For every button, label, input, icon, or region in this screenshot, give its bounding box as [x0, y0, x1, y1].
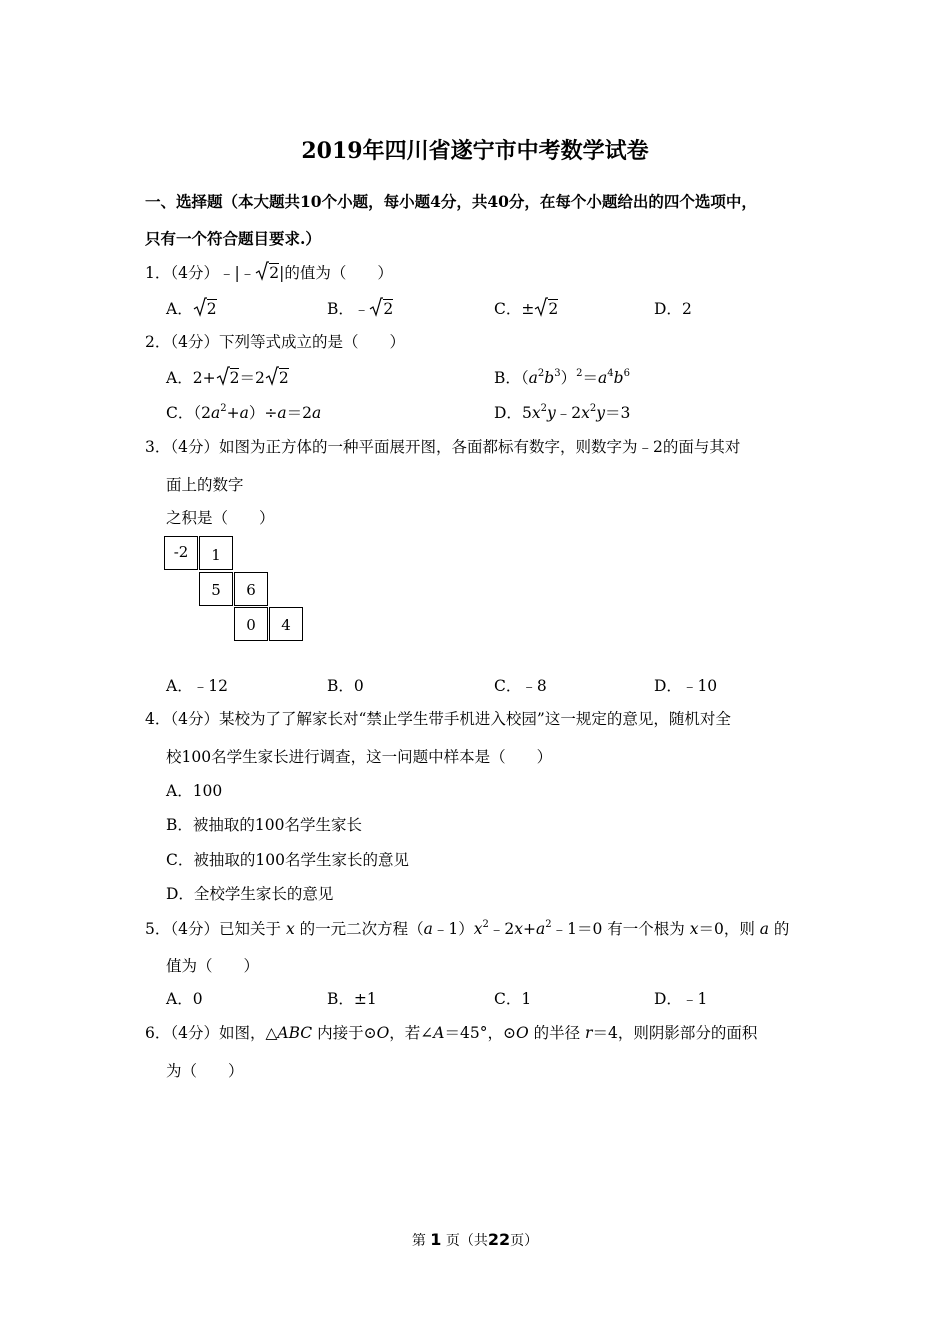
option-text: 0: [192, 990, 203, 1008]
option-label: A．: [166, 300, 193, 318]
radicand: 2: [278, 369, 289, 387]
option-label: B．: [327, 677, 354, 695]
option-a: [166, 674, 228, 696]
radicand: 2: [383, 300, 394, 318]
question-number: 4．: [145, 710, 171, 728]
question-text: |的值为（ ）: [279, 264, 393, 282]
option-label: B．: [327, 300, 354, 318]
option-c: [166, 401, 321, 423]
sign: ﹣: [353, 300, 370, 318]
net-cell: 4: [269, 607, 303, 641]
option-label: C．: [494, 990, 522, 1008]
option-label: A．: [166, 990, 193, 1008]
sqrt-symbol: [534, 297, 548, 321]
radicand: 2: [206, 300, 217, 318]
section-heading-line1: 一、选择题（本大题共10个小题，每小题4分，共40分，在每个小题给出的四个选项中，: [145, 192, 757, 211]
radicand: 2: [229, 369, 240, 387]
net-cell: 0: [234, 607, 268, 641]
question-6: [145, 1021, 757, 1043]
radicand: 2: [269, 264, 280, 282]
sqrt-symbol: [216, 366, 230, 390]
option-d: D．全校学生家长的意见: [166, 885, 334, 903]
option-c: [494, 297, 558, 321]
option-label: C．: [494, 677, 522, 695]
question-text: 如图，△ABC 内接于⊙O，若∠A＝45°，⊙O 的半径 r＝4，则阴影部分的面积: [219, 1024, 758, 1042]
question-text: 某校为了了解家长对“禁止学生带手机进入校园”这一规定的意见，随机对全: [219, 710, 731, 728]
question-3-line3: 之积是（ ）: [166, 509, 275, 527]
option-text: ﹣12: [192, 677, 228, 695]
footer-text: 页）: [510, 1233, 539, 1249]
option-d: [654, 987, 707, 1009]
option-text: 0: [353, 677, 364, 695]
option-text: ﹣1: [681, 990, 708, 1008]
page-number: 1: [430, 1230, 442, 1249]
net-cell: 6: [234, 572, 268, 606]
option-label: B．: [494, 369, 521, 387]
option-text: ±1: [353, 990, 377, 1008]
option-b: [327, 987, 377, 1009]
question-3-line2: 面上的数字: [166, 476, 244, 494]
question-score: （4分）: [170, 1024, 219, 1042]
option-label: B．: [327, 990, 354, 1008]
question-3: [145, 435, 740, 457]
expr: 2+: [192, 369, 216, 387]
question-4-line2: 校100名学生家长进行调查，这一问题中样本是（ ）: [166, 748, 553, 766]
question-number: 2．: [145, 333, 171, 351]
question-score: （4分）: [170, 264, 219, 282]
option-a: [166, 987, 203, 1009]
option-a: [166, 366, 289, 390]
net-cell: 5: [199, 572, 233, 606]
option-label: D．: [494, 404, 522, 422]
section-heading-line2: 只有一个符合题目要求.）: [145, 229, 321, 248]
question-text: 如图为正方体的一种平面展开图，各面都标有数字，则数字为﹣2的面与其对: [219, 438, 741, 456]
net-cell: 1: [199, 536, 233, 570]
question-number: 1．: [145, 264, 171, 282]
expr: ＝2: [239, 369, 265, 387]
option-label: D．: [654, 300, 682, 318]
option-text: ﹣8: [521, 677, 547, 695]
option-d: [654, 674, 717, 696]
formula: $(2a^2+a)\div a=2a$: [193, 402, 322, 422]
option-label: A．: [166, 677, 193, 695]
option-d: [494, 401, 630, 423]
option-label: D．: [654, 990, 682, 1008]
option-text: 2: [681, 300, 692, 318]
option-d: [654, 297, 692, 319]
radicand: 2: [548, 300, 559, 318]
question-text: 下列等式成立的是（ ）: [219, 333, 406, 351]
question-number: 3．: [145, 438, 171, 456]
total-pages: 22: [487, 1230, 511, 1249]
option-label: C．: [494, 300, 522, 318]
option-label: A．: [166, 369, 193, 387]
question-text: 已知关于 x 的一元二次方程$(a﹣1)x^2﹣2x+a^2﹣1=0$ 有一个根为 x＝0，则 a 的: [219, 918, 790, 938]
option-a: [166, 297, 217, 321]
question-number: 6．: [145, 1024, 171, 1042]
option-c: [494, 674, 547, 696]
question-score: （4分）: [170, 710, 219, 728]
option-c: C．被抽取的100名学生家长的意见: [166, 851, 409, 869]
question-text: ﹣|﹣: [219, 264, 256, 282]
question-score: （4分）: [170, 920, 219, 938]
option-label: C．: [166, 404, 194, 422]
option-b: [327, 297, 393, 321]
sqrt-symbol: [265, 366, 279, 390]
option-text: ﹣10: [681, 677, 718, 695]
question-number: 5．: [145, 920, 171, 938]
question-5: [145, 917, 789, 939]
sqrt-symbol: [255, 261, 269, 285]
footer-text: 第: [411, 1233, 426, 1249]
sign: ±: [521, 300, 535, 318]
option-text: 1: [521, 990, 532, 1008]
question-5-line2: 值为（ ）: [166, 957, 260, 975]
question-4: [145, 707, 731, 729]
option-b: [327, 674, 364, 696]
option-c: [494, 987, 531, 1009]
sqrt-symbol: [193, 297, 207, 321]
page-footer: [0, 1230, 950, 1250]
question-score: （4分）: [170, 333, 219, 351]
question-2: [145, 330, 405, 352]
option-b: [494, 366, 630, 388]
formula: $(a^2b^3)^2=a^4b^6$: [520, 367, 630, 387]
footer-text: 页（共: [445, 1233, 488, 1249]
page-title: 2019年四川省遂宁市中考数学试卷: [301, 138, 649, 164]
question-1: [145, 261, 393, 285]
question-score: （4分）: [170, 438, 219, 456]
option-b: B．被抽取的100名学生家长: [166, 816, 362, 834]
question-6-line2: 为（ ）: [166, 1062, 244, 1080]
formula: $5x^2y﹣2x^2y=3$: [521, 402, 631, 422]
option-label: D．: [654, 677, 682, 695]
net-cell: -2: [164, 536, 198, 570]
option-a: A．100: [166, 782, 223, 800]
sqrt-symbol: [369, 297, 383, 321]
